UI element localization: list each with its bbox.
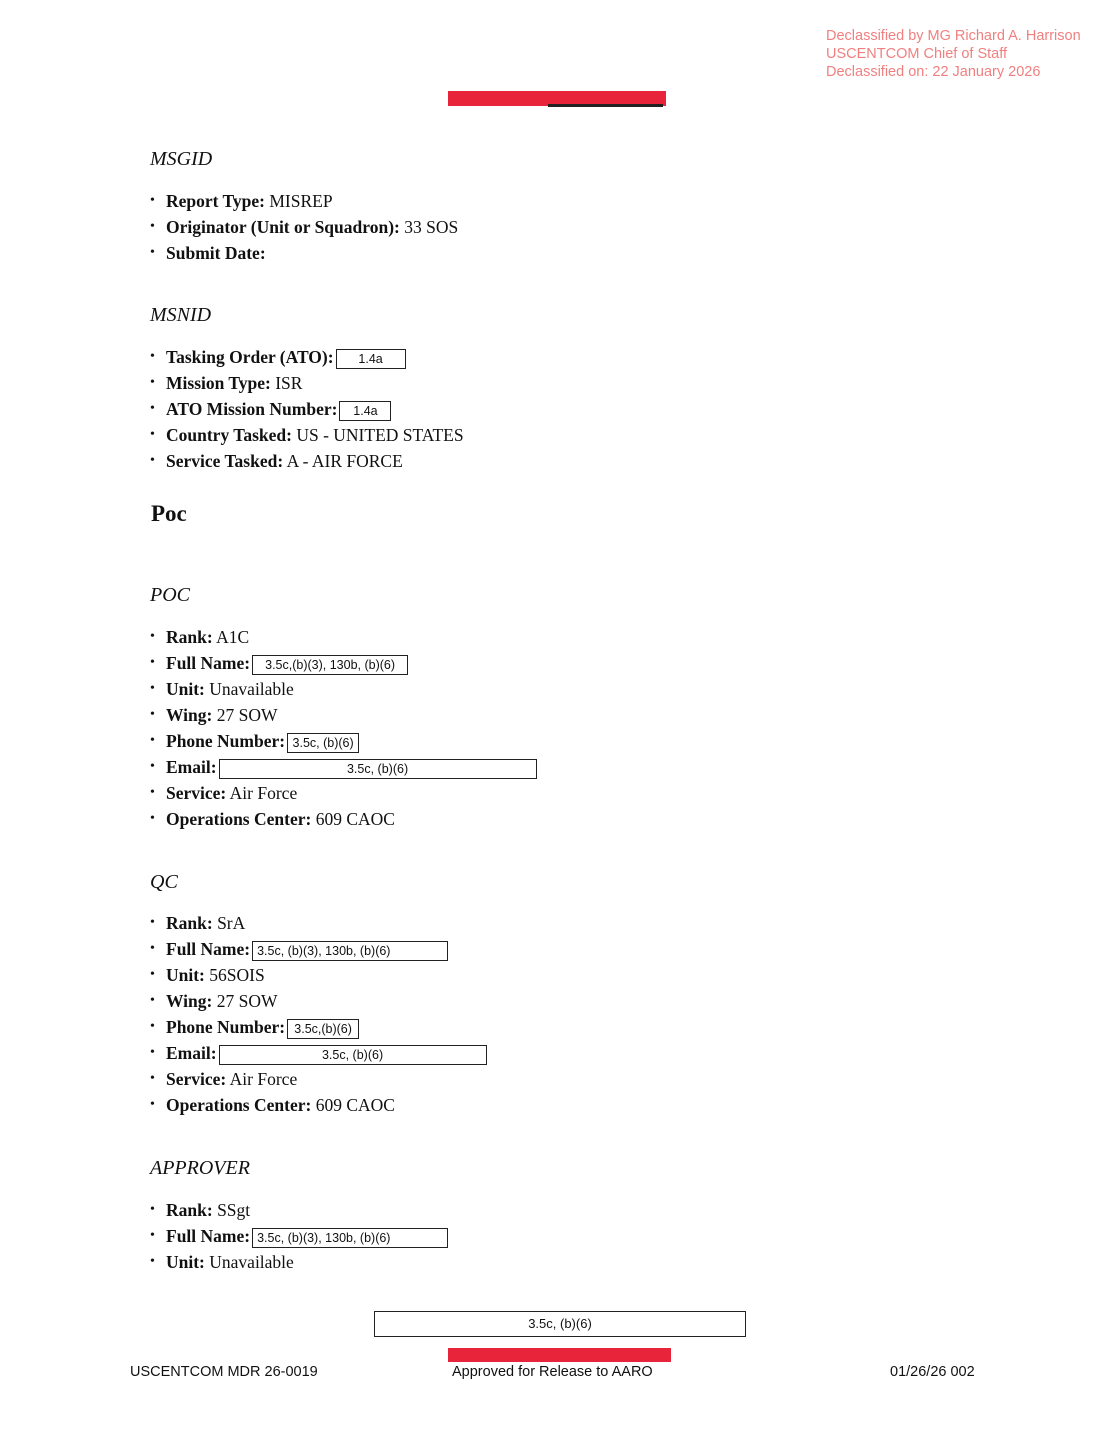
qc-unit-label: Unit:: [166, 965, 205, 985]
list-item: [150, 1014, 487, 1040]
qc-wing-label: Wing:: [166, 991, 213, 1011]
qc-list: [150, 910, 487, 1118]
qc-email-redaction: 3.5c, (b)(6): [219, 1045, 487, 1065]
qc-email-label: Email:: [166, 1043, 217, 1063]
qc-phone-redaction: 3.5c,(b)(6): [287, 1019, 359, 1039]
list-item: [150, 962, 487, 988]
msnid-title: MSNID: [150, 304, 212, 326]
originator-label: Originator (Unit or Squadron):: [166, 217, 400, 237]
footer-case-number: USCENTCOM MDR 26-0019: [130, 1364, 318, 1380]
poc-phone-label: Phone Number:: [166, 731, 286, 751]
list-item: [150, 1040, 487, 1066]
poc-rank-label: Rank:: [166, 627, 213, 647]
poc-full-name-redaction: 3.5c,(b)(3), 130b, (b)(6): [252, 655, 408, 675]
service-tasked-label: Service Tasked:: [166, 451, 284, 471]
qc-ops-center-label: Operations Center:: [166, 1095, 312, 1115]
ato-mission-number-label: ATO Mission Number:: [166, 399, 338, 419]
stamp-line-2: USCENTCOM Chief of Staff: [826, 46, 1008, 62]
qc-ops-center-value: 609 CAOC: [311, 1095, 395, 1115]
qc-service-label: Service:: [166, 1069, 227, 1089]
poc-full-name-label: Full Name:: [166, 653, 251, 673]
list-item: [150, 1223, 448, 1249]
list-item: [150, 676, 537, 702]
list-item: [150, 448, 464, 474]
poc-email-label: Email:: [166, 757, 217, 777]
top-banner-remnant: [548, 104, 663, 107]
poc-wing-label: Wing:: [166, 705, 213, 725]
country-tasked-value: US - UNITED STATES: [291, 425, 464, 445]
poc-unit-label: Unit:: [166, 679, 205, 699]
mission-type-value: ISR: [270, 373, 303, 393]
list-item: [150, 754, 537, 780]
qc-title: QC: [150, 871, 178, 893]
list-item: [150, 240, 458, 266]
list-item: [150, 624, 537, 650]
mission-type-label: Mission Type:: [166, 373, 271, 393]
list-item: [150, 780, 537, 806]
approver-title: APPROVER: [150, 1157, 250, 1179]
report-type-value: MISREP: [265, 191, 333, 211]
approver-full-name-redaction: 3.5c, (b)(3), 130b, (b)(6): [252, 1228, 448, 1248]
poc-unit-value: Unavailable: [204, 679, 294, 699]
qc-rank-value: SrA: [212, 913, 246, 933]
poc-rank-value: A1C: [212, 627, 250, 647]
poc-ops-center-value: 609 CAOC: [311, 809, 395, 829]
list-item: [150, 370, 464, 396]
list-item: [150, 214, 458, 240]
qc-wing-value: 27 SOW: [212, 991, 278, 1011]
approver-rank-value: SSgt: [212, 1200, 251, 1220]
tasking-order-redaction: 1.4a: [336, 349, 406, 369]
list-item: [150, 936, 487, 962]
tasking-order-label: Tasking Order (ATO):: [166, 347, 334, 367]
list-item: [150, 1197, 448, 1223]
approver-unit-label: Unit:: [166, 1252, 205, 1272]
qc-rank-label: Rank:: [166, 913, 213, 933]
list-item: [150, 188, 458, 214]
service-tasked-value: A - AIR FORCE: [283, 451, 403, 471]
poc-service-value: Air Force: [226, 783, 298, 803]
declassification-stamp: [826, 27, 1081, 81]
country-tasked-label: Country Tasked:: [166, 425, 292, 445]
approver-rank-label: Rank:: [166, 1200, 213, 1220]
poc-email-redaction: 3.5c, (b)(6): [219, 759, 537, 779]
approver-list: [150, 1197, 448, 1275]
poc-wing-value: 27 SOW: [212, 705, 278, 725]
list-item: [150, 728, 537, 754]
footer-date-code: 01/26/26 002: [890, 1364, 975, 1380]
submit-date-label: Submit Date:: [166, 243, 266, 263]
originator-value: 33 SOS: [399, 217, 459, 237]
list-item: [150, 910, 487, 936]
bottom-classification-redaction: [448, 1348, 671, 1362]
poc-title: POC: [150, 584, 190, 606]
msgid-title: MSGID: [150, 148, 213, 170]
list-item: [150, 988, 487, 1014]
list-item: [150, 1249, 448, 1275]
qc-unit-value: 56SOIS: [204, 965, 265, 985]
ato-mission-number-redaction: 1.4a: [339, 401, 391, 421]
approver-unit-value: Unavailable: [204, 1252, 294, 1272]
list-item: [150, 1092, 487, 1118]
footer-release-note: Approved for Release to AARO: [452, 1364, 653, 1380]
stamp-line-1: Declassified by MG Richard A. Harrison: [826, 28, 1081, 44]
list-item: [150, 396, 464, 422]
list-item: [150, 422, 464, 448]
qc-full-name-label: Full Name:: [166, 939, 251, 959]
list-item: [150, 702, 537, 728]
msgid-list: [150, 188, 458, 266]
qc-full-name-redaction: 3.5c, (b)(3), 130b, (b)(6): [252, 941, 448, 961]
list-item: [150, 1066, 487, 1092]
list-item: [150, 806, 537, 832]
poc-heading: Poc: [151, 501, 187, 526]
list-item: [150, 650, 537, 676]
qc-phone-label: Phone Number:: [166, 1017, 286, 1037]
poc-service-label: Service:: [166, 783, 227, 803]
qc-service-value: Air Force: [226, 1069, 298, 1089]
stamp-line-3: Declassified on: 22 January 2026: [826, 64, 1041, 80]
list-item: [150, 344, 464, 370]
poc-ops-center-label: Operations Center:: [166, 809, 312, 829]
approver-full-name-label: Full Name:: [166, 1226, 251, 1246]
bottom-redaction-box: 3.5c, (b)(6): [374, 1311, 746, 1337]
poc-list: [150, 624, 537, 832]
poc-phone-redaction: 3.5c, (b)(6): [287, 733, 359, 753]
report-type-label: Report Type:: [166, 191, 265, 211]
msnid-list: [150, 344, 464, 474]
